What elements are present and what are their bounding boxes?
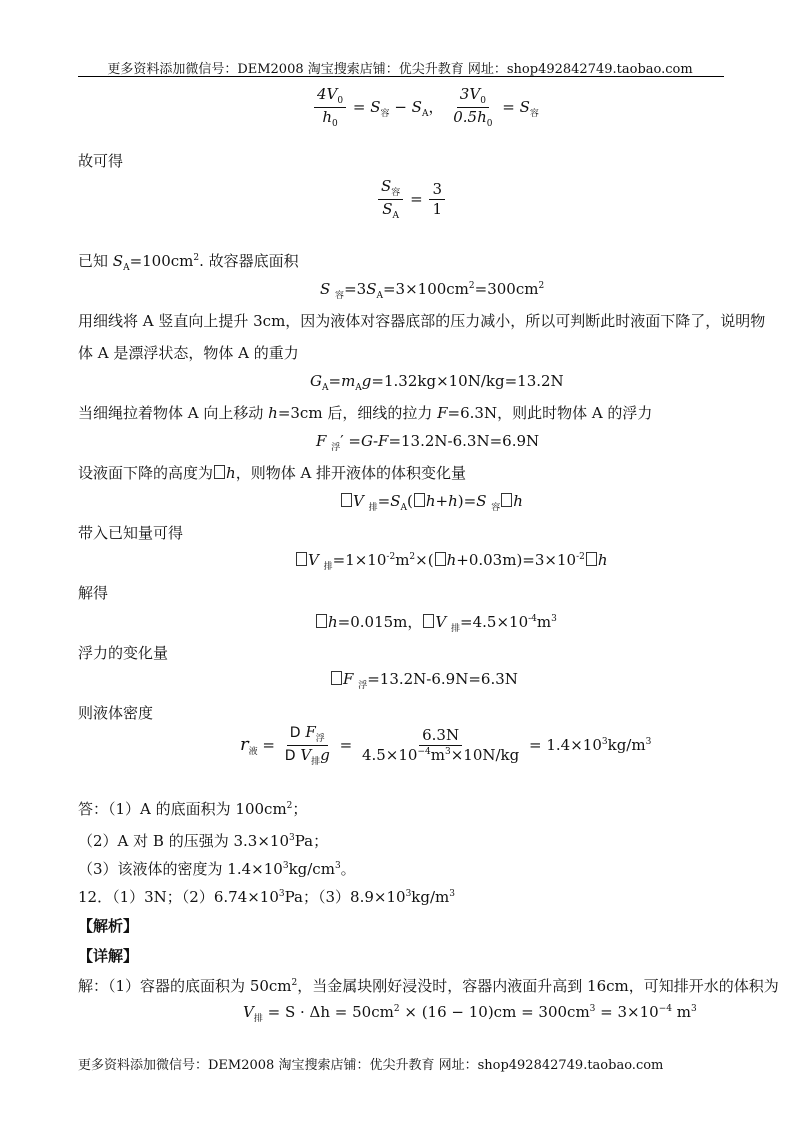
missing-glyph-icon [414, 493, 425, 507]
equation-top: $\frac{4V_0}{h_0}$ = $S_容 - S_A$， $\frac{3V_0}{0.5h_0}$ = $S_容$ [312, 86, 539, 130]
solution-line: 解：（1）容器的底面积为 $50cm^2$，当金属块刚好浸没时，容器内液面升高到 16cm，可知排开水的体积为 [78, 977, 779, 995]
answer-3: （3）该液体的密度为 $1.4\times 10^3kg/cm^3$。 [78, 860, 356, 878]
missing-glyph-icon [435, 552, 446, 566]
missing-glyph-icon [316, 614, 327, 628]
question-12-answer: 12．（1）3N；$(2)6.74\times 10^3Pa$；$(3)8.9\times 10^3kg/m^3$ [78, 888, 455, 906]
text-midu: 则液体密度 [78, 704, 154, 722]
missing-glyph-icon [214, 465, 225, 479]
answer-1: 答：（1）A 的底面积为 $100cm^2$； [78, 800, 308, 818]
missing-glyph-icon [331, 671, 342, 685]
paragraph-1-line-2: 体 A 是漂浮状态，物体 A 的重力 [78, 344, 299, 362]
fraction: $\frac{4V_0}{h_0}$ [314, 86, 346, 130]
paragraph-1-line-1: 用细线将 A 竖直向上提升 3cm，因为液体对容器底部的压力减小，所以可判断此时液面下降了，说明物 [78, 312, 766, 330]
equation-displaced-volume: $V_排 = S \cdot \Delta h = 50cm^2 \times (16 - 10)cm = 300cm^3 = 3\times 10^{-4}$ $m^3$ [243, 1003, 697, 1024]
paragraph-2: 当细绳拉着物体 A 向上移动 h=3cm 后，细线的拉力 F=6.3N，则此时物体 A 的浮力 [78, 404, 653, 422]
section-xiangjie: 【详解】 [78, 947, 139, 965]
text-gukede: 故可得 [78, 152, 124, 170]
text-fuli: 浮力的变化量 [78, 644, 169, 662]
missing-glyph-icon [423, 614, 434, 628]
answer-2: （2）A 对 B 的压强为 $3.3\times 10^3Pa$； [78, 832, 329, 850]
missing-glyph-icon [341, 493, 352, 507]
header-rule [78, 76, 724, 77]
paragraph-3: 设液面下降的高度为 h，则物体 A 排开液体的体积变化量 [78, 464, 467, 482]
text-jiede: 解得 [78, 584, 109, 602]
equation-weight: $G_A=m_Ag=1.32kg\times 10N/kg=13.2N$ [310, 372, 564, 393]
section-jiexi: 【解析】 [78, 917, 139, 935]
equation-volume-change: V $_排=S_A$( h+h)=S $_容$ h [340, 492, 523, 513]
text-known: 已知 $S_A=100cm^2$. 故容器底面积 [78, 252, 299, 273]
text-dairu: 带入已知量可得 [78, 524, 184, 542]
equation-substitution: V $_排=1\times 10^{-2}m^2\times$( $h+0.03m)=3\times 10^{-2}$ h [295, 551, 608, 572]
equation-delta-force: F $_浮$=13.2N-6.9N=6.3N [330, 670, 518, 691]
equation-result: h=0.015m， V $_排=4.5\times 10^{-4}m^3$ [315, 611, 557, 634]
equation-area: S $_容=3S_A=3\times 100cm^2=300cm^2$ [320, 280, 545, 301]
equation-ratio: $\frac{S_容}{S_A}$ = $\frac{3}{1}$ [376, 178, 447, 222]
page-header: 更多资料添加微信号：DEM2008 淘宝搜索店铺：优尖升教育 网址：shop492842749.taobao.com [107, 62, 693, 77]
page-footer: 更多资料添加微信号：DEM2008 淘宝搜索店铺：优尖升教育 网址：shop492842749.taobao.com [78, 1058, 664, 1073]
missing-glyph-icon [586, 552, 597, 566]
equation-buoyancy: F $_浮$′ =G-F=13.2N-6.3N=6.9N [316, 432, 540, 453]
fraction: $\frac{3V_0}{0.5h_0}$ [453, 85, 493, 130]
missing-glyph-icon [501, 493, 512, 507]
missing-glyph-icon [296, 552, 307, 566]
equation-density: $r_液$ = $\frac{D F_浮}{D V_排g}$ = $\frac{6.3N}{4.5\times 10^{-4}m^3\times 10N/kg}$ = $1.4\times 10^3kg/m^3$ [240, 723, 652, 768]
